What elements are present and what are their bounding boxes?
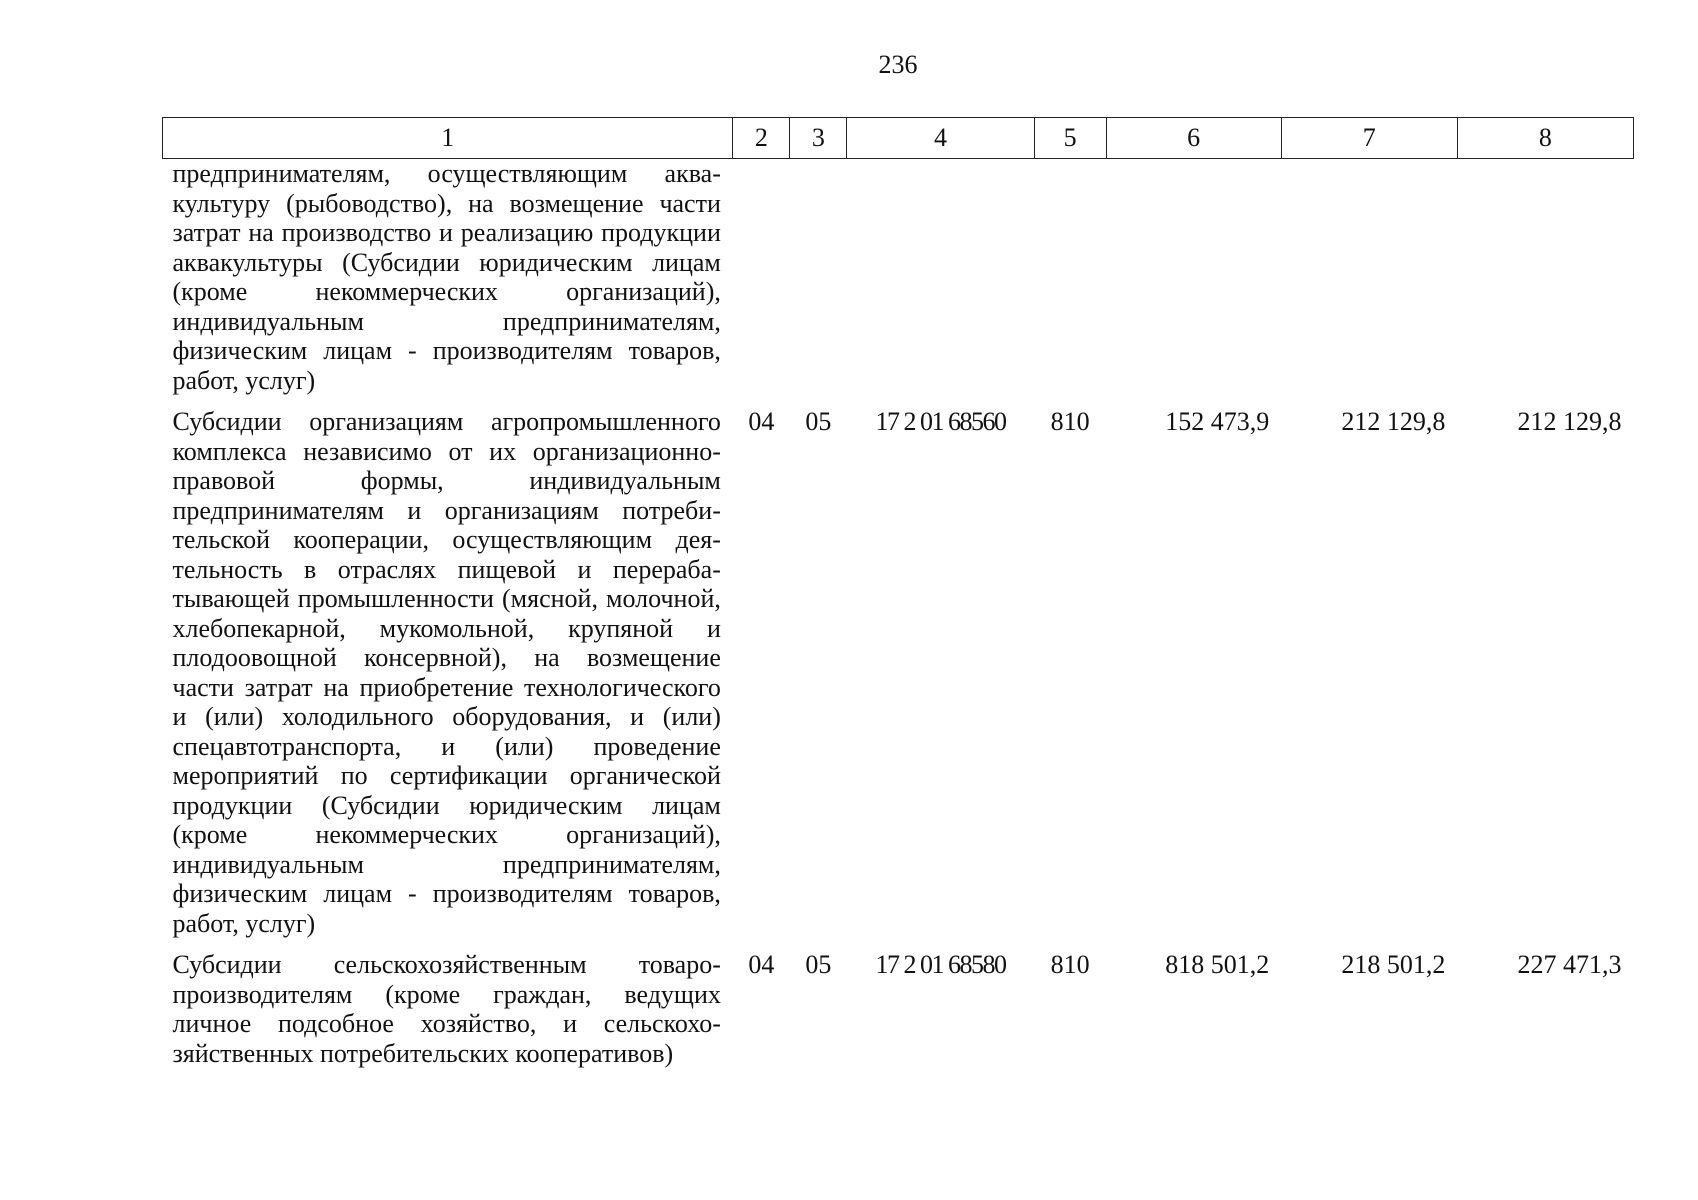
row-amount-col6: 818 501,2 <box>1165 950 1270 979</box>
column-header-3: 3 <box>790 118 847 159</box>
row-amount-col6: 152 473,9 <box>1165 407 1270 436</box>
column-header-7: 7 <box>1281 118 1457 159</box>
table-body <box>163 159 1634 1079</box>
column-header-4: 4 <box>847 118 1034 159</box>
column-header-5: 5 <box>1034 118 1106 159</box>
header-row <box>163 118 1634 159</box>
row-description: предпринимателям, осуществляющим аквакультуру (рыбоводство), на возмещение части затрат на производство и реализацию продукции аквакультуры (Субсидии юридическим лицам (кроме некоммерческих организаций), индивидуальным предпринимателям, физическим лицам - производителям товаров, работ, услуг) <box>172 159 721 395</box>
column-header-6: 6 <box>1106 118 1281 159</box>
row-amount-col7 <box>1281 159 1457 406</box>
row-subsection-code <box>790 159 847 406</box>
table-row <box>163 159 1634 406</box>
table-row <box>163 405 1634 948</box>
row-section-code: 04 <box>748 407 775 436</box>
row-subsection-code: 05 <box>805 407 832 436</box>
row-expense-type <box>1034 159 1106 406</box>
page-number: 236 <box>878 50 918 79</box>
budget-table <box>162 117 1634 1078</box>
row-target-article: 17 2 01 68580 <box>875 950 1006 979</box>
row-amount-col8 <box>1457 159 1633 406</box>
row-expense-type: 810 <box>1050 407 1090 436</box>
column-header-1: 1 <box>163 118 733 159</box>
row-description: Субсидии сельскохозяйственным товаропроизводителям (кроме граждан, ведущих личное подсобное хозяйство, и сельскохозяйственных потребительских кооперативов) <box>172 950 721 1068</box>
row-expense-type: 810 <box>1050 950 1090 979</box>
row-target-article: 17 2 01 68560 <box>875 407 1006 436</box>
row-target-article <box>847 159 1034 406</box>
row-subsection-code: 05 <box>805 950 832 979</box>
row-amount-col6 <box>1106 159 1281 406</box>
row-amount-col7: 212 129,8 <box>1341 407 1446 436</box>
table-header <box>163 118 1634 159</box>
row-amount-col8: 227 471,3 <box>1517 950 1622 979</box>
row-section-code <box>733 159 790 406</box>
row-amount-col7: 218 501,2 <box>1341 950 1446 979</box>
row-amount-col8: 212 129,8 <box>1517 407 1622 436</box>
row-section-code: 04 <box>748 950 775 979</box>
table-row <box>163 948 1634 1078</box>
column-header-2: 2 <box>733 118 790 159</box>
column-header-8: 8 <box>1457 118 1633 159</box>
row-description: Субсидии организациям агропромышленного комплекса независимо от их организационно-правовой формы, индивидуальным предпринимателям и организациям потребительской кооперации, осуществляющим деятельность в отраслях пищевой и перерабатывающей промышленности (мясной, молочной, хлебопекарной, мукомольной, крупяной и плодоовощной консервной), на возмещение части затрат на приобретение технологического и (или) холодильного оборудования, и (или) спецавтотранспорта, и (или) проведение мероприятий по сертификации органической продукции (Субсидии юридическим лицам (кроме некоммерческих организаций), индивидуальным предпринимателям, физическим лицам - производителям товаров, работ, услуг) <box>172 407 721 938</box>
